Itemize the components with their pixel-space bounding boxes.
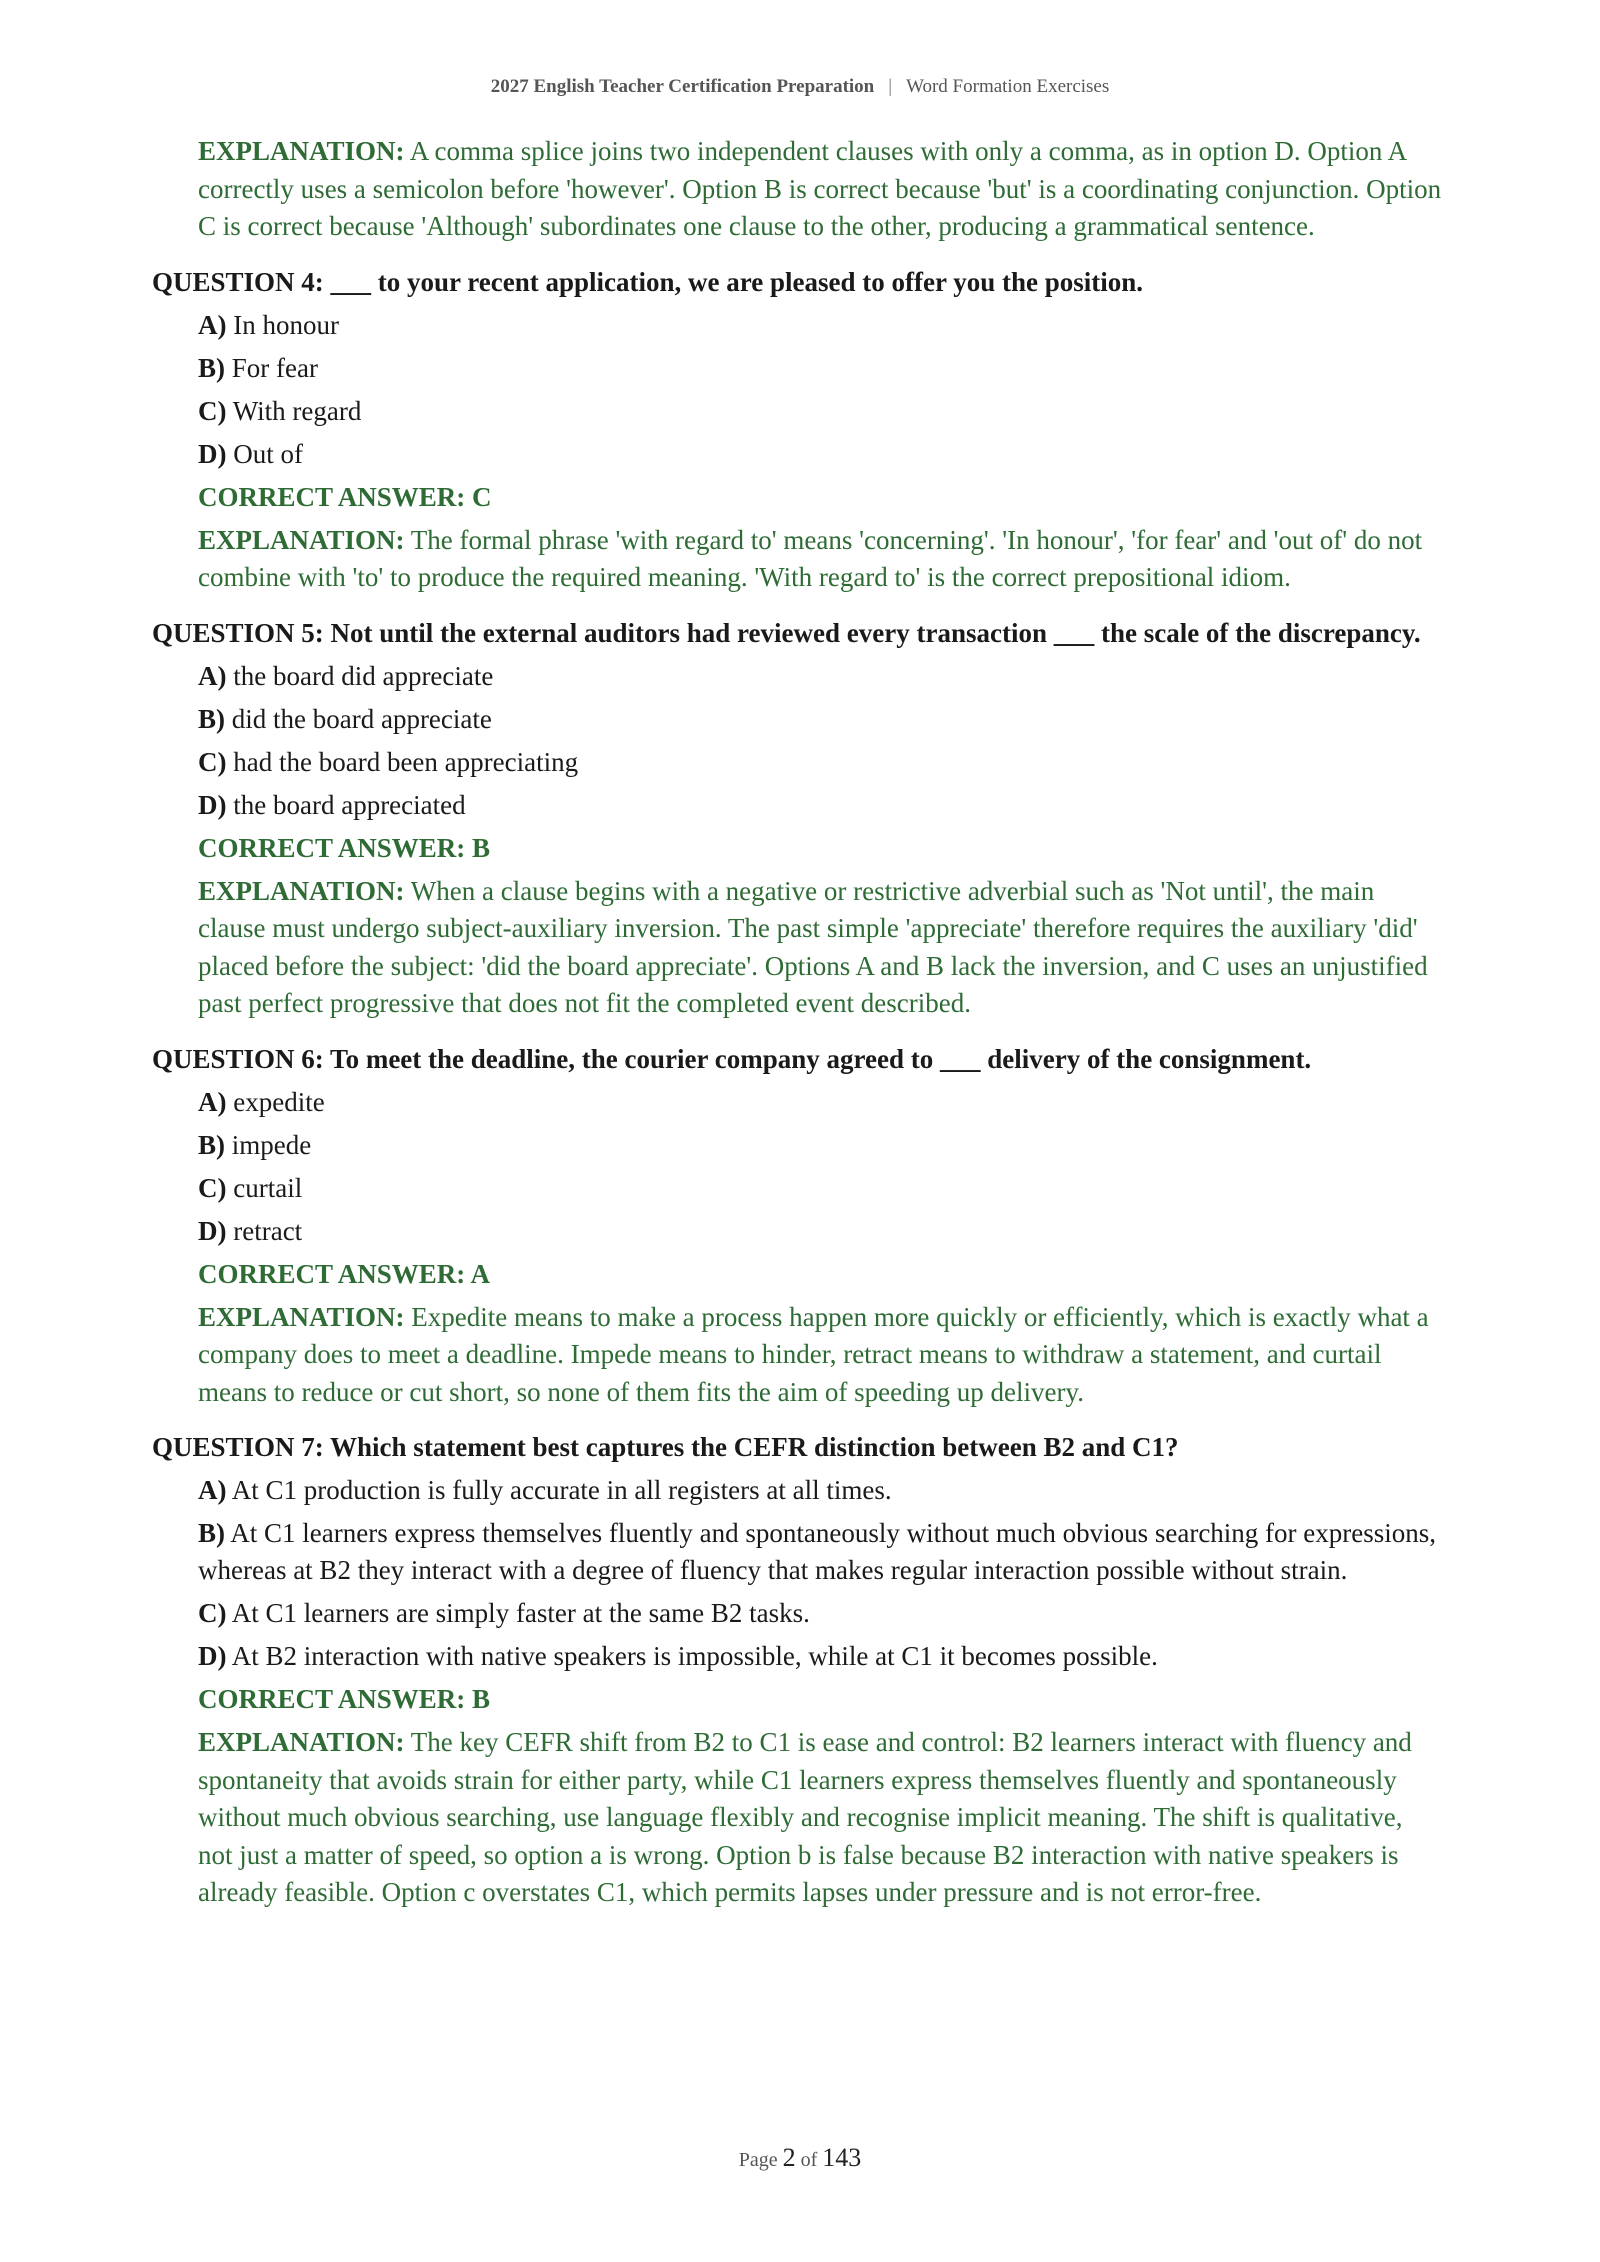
option-letter: A) [198,1086,227,1117]
question-heading: QUESTION 4: ___ to your recent application, we are pleased to offer you the position. [152,266,1143,297]
option-text: did the board appreciate [231,703,492,734]
explanation-text: A comma splice joins two independent clauses with only a comma, as in option D. Option A correctly uses a semicolon before 'however'. Option B is correct because 'but' is a coordinating conjunction. Option C is correct because 'Although' subordinates one clause to the other, producing a grammatical sentence. [198,136,1442,241]
option-letter: C) [198,1598,227,1628]
option-text: For fear [231,352,318,383]
correct-answer: CORRECT ANSWER: B [198,832,491,863]
header-subtitle: Word Formation Exercises [906,76,1110,97]
explanation-label: EXPLANATION: [198,524,405,555]
option-text: had the board been appreciating [233,746,579,777]
option-text: expedite [233,1086,325,1117]
option-letter: B) [198,703,225,734]
explanation [198,873,1442,1023]
explanation [198,1299,1442,1412]
option-letter: D) [198,789,227,820]
option-letter: C) [198,746,227,777]
option-a [198,307,1442,344]
explanation-label: EXPLANATION: [198,1301,405,1332]
page-word: Page [738,2149,778,2171]
option-letter: B) [198,1518,225,1548]
explanation-label: EXPLANATION: [198,1727,405,1757]
option-b [198,350,1442,387]
option-b [198,1127,1442,1164]
option-b [198,1515,1442,1589]
option-text: retract [233,1215,303,1246]
option-text: Out of [233,438,303,469]
question-heading: QUESTION 6: To meet the deadline, the courier company agreed to ___ delivery of the consignment. [152,1043,1312,1074]
option-letter: D) [198,1215,227,1246]
question-heading: QUESTION 7: Which statement best captures the CEFR distinction between B2 and C1? [152,1432,1179,1462]
page-footer [0,2143,1600,2173]
option-b [198,701,1442,738]
option-text: In honour [233,309,339,340]
option-letter: B) [198,1129,225,1160]
option-text: At C1 learners express themselves fluently and spontaneously without much obvious searching for expressions, whereas at B2 they interact with a degree of fluency that makes regular interaction possible without strain. [198,1518,1437,1585]
option-text: impede [231,1129,312,1160]
option-text: the board did appreciate [233,660,494,691]
option-letter: A) [198,309,227,340]
correct-answer: CORRECT ANSWER: A [198,1258,491,1289]
option-text: At B2 interaction with native speakers is impossible, while at C1 it becomes possible. [231,1641,1158,1671]
option-text: At C1 learners are simply faster at the same B2 tasks. [231,1598,810,1628]
correct-answer: CORRECT ANSWER: C [198,481,492,512]
option-letter: A) [198,660,227,691]
option-letter: C) [198,395,227,426]
option-a [198,658,1442,695]
explanation-text: Expedite means to make a process happen more quickly or efficiently, which is exactly what a company does to meet a deadline. Impede means to hinder, retract means to withdraw a statement, and curtail means to reduce or cut short, so none of them fits the aim of speeding up delivery. [198,1301,1429,1407]
option-c [198,744,1442,781]
explanation-text: When a clause begins with a negative or restrictive adverbial such as 'Not until', the main clause must undergo subject-auxiliary inversion. The past simple 'appreciate' therefore requires the auxiliary 'did' placed before the subject: 'did the board appreciate'. Options A and B lack the inversion, and C uses an unjustified past perfect progressive that does not fit the completed event described. [198,875,1428,1018]
option-a [198,1084,1442,1121]
question-block-7 [152,1429,1442,1912]
page-number: 2 [782,2143,796,2172]
option-text: curtail [233,1172,303,1203]
option-letter: C) [198,1172,227,1203]
option-letter: B) [198,352,225,383]
explanation [198,1724,1442,1912]
option-c [198,1170,1442,1207]
option-c [198,393,1442,430]
question-block-6 [152,1041,1442,1412]
option-c [198,1595,1442,1632]
option-text: the board appreciated [233,789,466,820]
option-a [198,1472,1442,1509]
running-header [0,76,1600,98]
option-letter: D) [198,1641,227,1671]
explanation [198,522,1442,597]
correct-answer: CORRECT ANSWER: B [198,1684,491,1714]
option-letter: D) [198,438,227,469]
option-d [198,1638,1442,1675]
option-d [198,787,1442,824]
option-text: With regard [232,395,362,426]
total-pages: 143 [822,2143,862,2172]
option-d [198,1213,1442,1250]
explanation-label: EXPLANATION: [198,875,405,906]
explanation-text: The formal phrase 'with regard to' means 'concerning'. 'In honour', 'for fear' and 'out of' do not combine with 'to' to produce the required meaning. 'With regard to' is the correct prepositional idiom. [198,524,1423,592]
header-title: 2027 English Teacher Certification Preparation [490,76,875,97]
question-block-5 [152,615,1442,1023]
page-content [152,133,1442,1930]
option-d [198,436,1442,473]
question-heading: QUESTION 5: Not until the external auditors had reviewed every transaction ___ the scale of the discrepancy. [152,617,1421,648]
option-text: At C1 production is fully accurate in all registers at all times. [231,1475,892,1505]
question-block-4 [152,264,1442,597]
explanation-label: EXPLANATION: [198,136,405,166]
carryover-explanation [198,133,1442,246]
option-letter: A) [198,1475,227,1505]
of-word: of [800,2149,818,2171]
header-separator: | [888,76,893,97]
explanation-text: The key CEFR shift from B2 to C1 is ease and control: B2 learners interact with fluency and spontaneity that avoids strain for either party, while C1 learners express themselves fluently and spontaneously without much obvious searching, use language flexibly and recognise implicit meaning. The shift is qualitative, not just a matter of speed, so option a is wrong. Option b is false because B2 interaction with native speakers is already feasible. Option c overstates C1, which permits lapses under pressure and is not error-free. [198,1727,1412,1907]
